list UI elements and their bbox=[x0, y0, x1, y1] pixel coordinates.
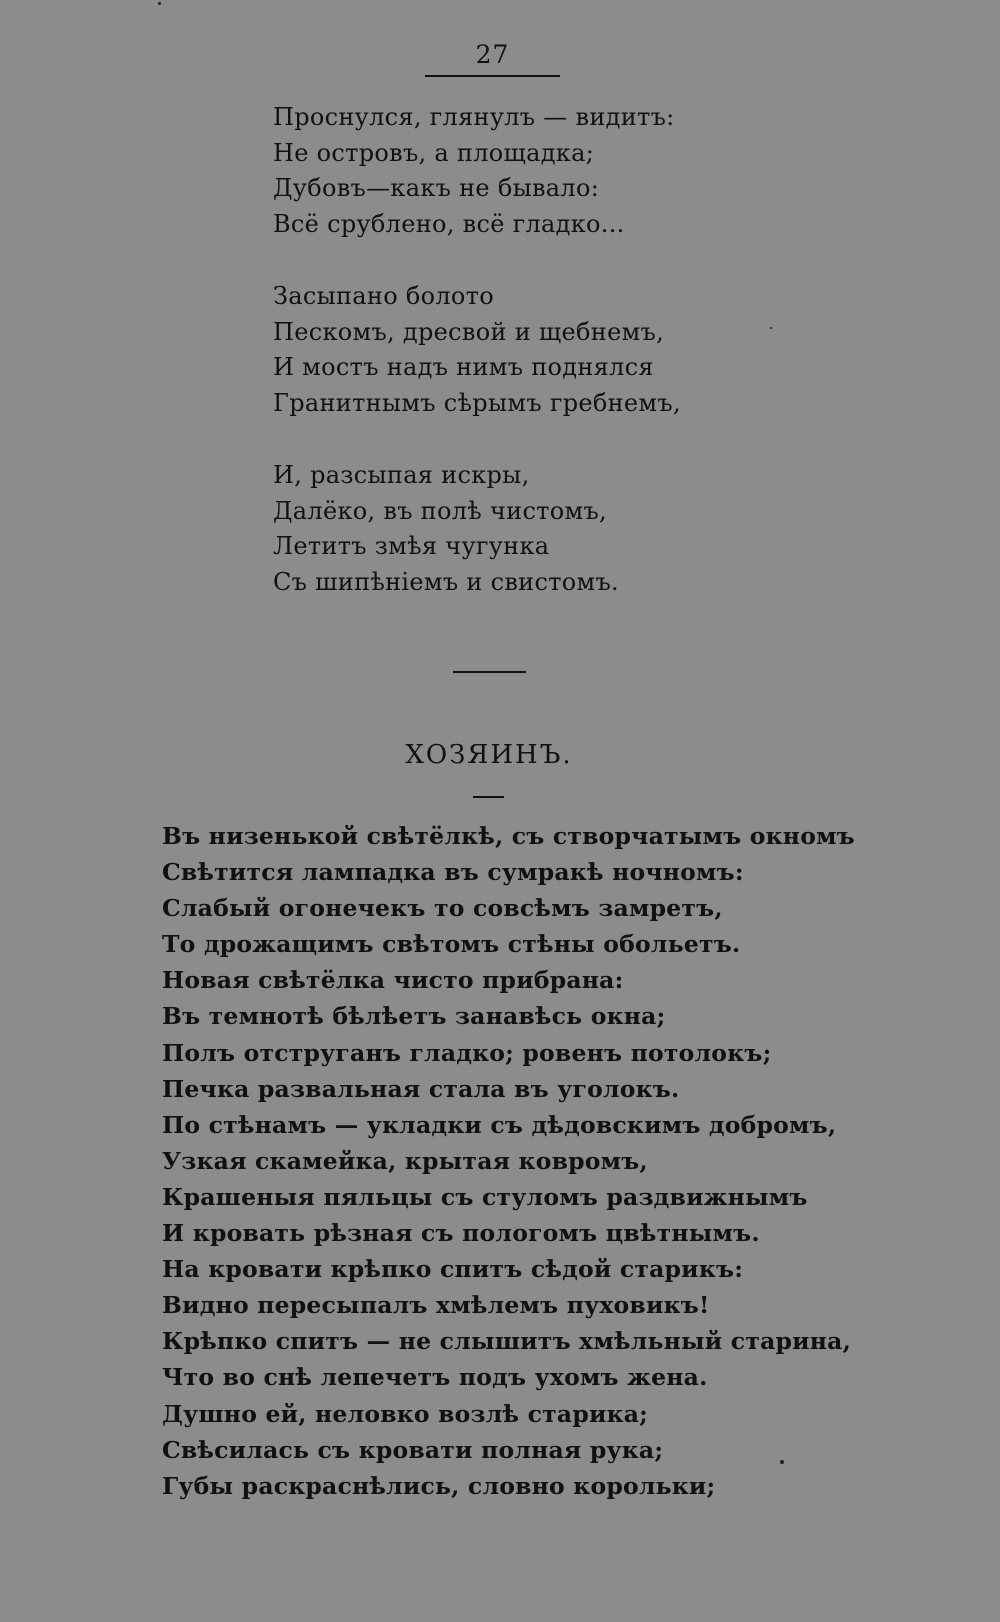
ink-speck bbox=[780, 1460, 784, 1464]
verse-line: То дрожащимъ свѣтомъ стѣны обольетъ. bbox=[162, 930, 741, 959]
verse-line: Засыпано болото bbox=[273, 282, 495, 310]
verse-line: Слабый огонечекъ то совсѣмъ замретъ, bbox=[162, 894, 723, 923]
verse-line: Душно ей, неловко возлѣ старика; bbox=[162, 1399, 649, 1428]
ink-speck bbox=[158, 2, 161, 5]
header-rule bbox=[425, 75, 560, 77]
poem-body bbox=[162, 818, 855, 1504]
verse-line: По стѣнамъ — укладки съ дѣдовскимъ добромъ, bbox=[162, 1110, 837, 1139]
verse-line: Съ шипѣніемъ и свистомъ. bbox=[273, 567, 619, 596]
verse-line: Пескомъ, дресвой и щебнемъ, bbox=[273, 317, 665, 346]
page-number: 27 bbox=[475, 40, 510, 69]
verse-line: Всё срублено, всё гладко... bbox=[273, 209, 625, 238]
verse-line: Что во снѣ лепечетъ подъ ухомъ жена. bbox=[162, 1363, 708, 1392]
verse-line: Губы раскраснѣлись, словно корольки; bbox=[162, 1471, 716, 1500]
verse-line: Видно пересыпалъ хмѣлемъ пуховикъ! bbox=[162, 1291, 710, 1320]
verse-line: Полъ отструганъ гладко; ровенъ потолокъ; bbox=[162, 1038, 772, 1067]
verse-line: Печка развальная стала въ уголокъ. bbox=[162, 1074, 680, 1103]
poem-title: ХОЗЯИНЪ. bbox=[405, 740, 573, 770]
verse-line: На кровати крѣпко спитъ сѣдой старикъ: bbox=[162, 1255, 744, 1284]
verse-line: Свѣтится лампадка въ сумракѣ ночномъ: bbox=[162, 858, 744, 887]
title-underline bbox=[473, 796, 504, 798]
stanza bbox=[273, 458, 619, 600]
ink-speck bbox=[770, 327, 772, 329]
verse-line: Узкая скамейка, крытая ковромъ, bbox=[162, 1146, 648, 1175]
verse-line: Въ темнотѣ бѣлѣетъ занавѣсь окна; bbox=[162, 1002, 666, 1031]
verse-line: Въ низенькой свѣтёлкѣ, съ створчатымъ окномъ bbox=[162, 822, 855, 850]
verse-line: Свѣсилась съ кровати полная рука; bbox=[162, 1435, 664, 1464]
verse-line: И кровать рѣзная съ пологомъ цвѣтнымъ. bbox=[162, 1219, 760, 1248]
stanza bbox=[273, 100, 675, 242]
verse-line: Гранитнымъ сѣрымъ гребнемъ, bbox=[273, 388, 681, 417]
verse-line: Крашеныя пяльцы съ стуломъ раздвижнымъ bbox=[162, 1182, 808, 1211]
verse-line: Крѣпко спитъ — не слышитъ хмѣльный старина, bbox=[162, 1327, 851, 1356]
stanza bbox=[273, 279, 681, 421]
section-divider bbox=[453, 671, 526, 673]
verse-line: Дубовъ—какъ не бывало: bbox=[273, 174, 600, 202]
verse-line: Проснулся, глянулъ — видитъ: bbox=[273, 103, 675, 131]
verse-line: И, разсыпая искры, bbox=[273, 461, 530, 489]
verse-line: И мостъ надъ нимъ поднялся bbox=[273, 353, 654, 381]
verse-line: Новая свѣтёлка чисто прибрана: bbox=[162, 966, 624, 995]
verse-line: Не островъ, а площадка; bbox=[273, 138, 595, 167]
verse-line: Летитъ змѣя чугунка bbox=[273, 532, 550, 560]
verse-line: Далёко, въ полѣ чистомъ, bbox=[273, 496, 607, 525]
